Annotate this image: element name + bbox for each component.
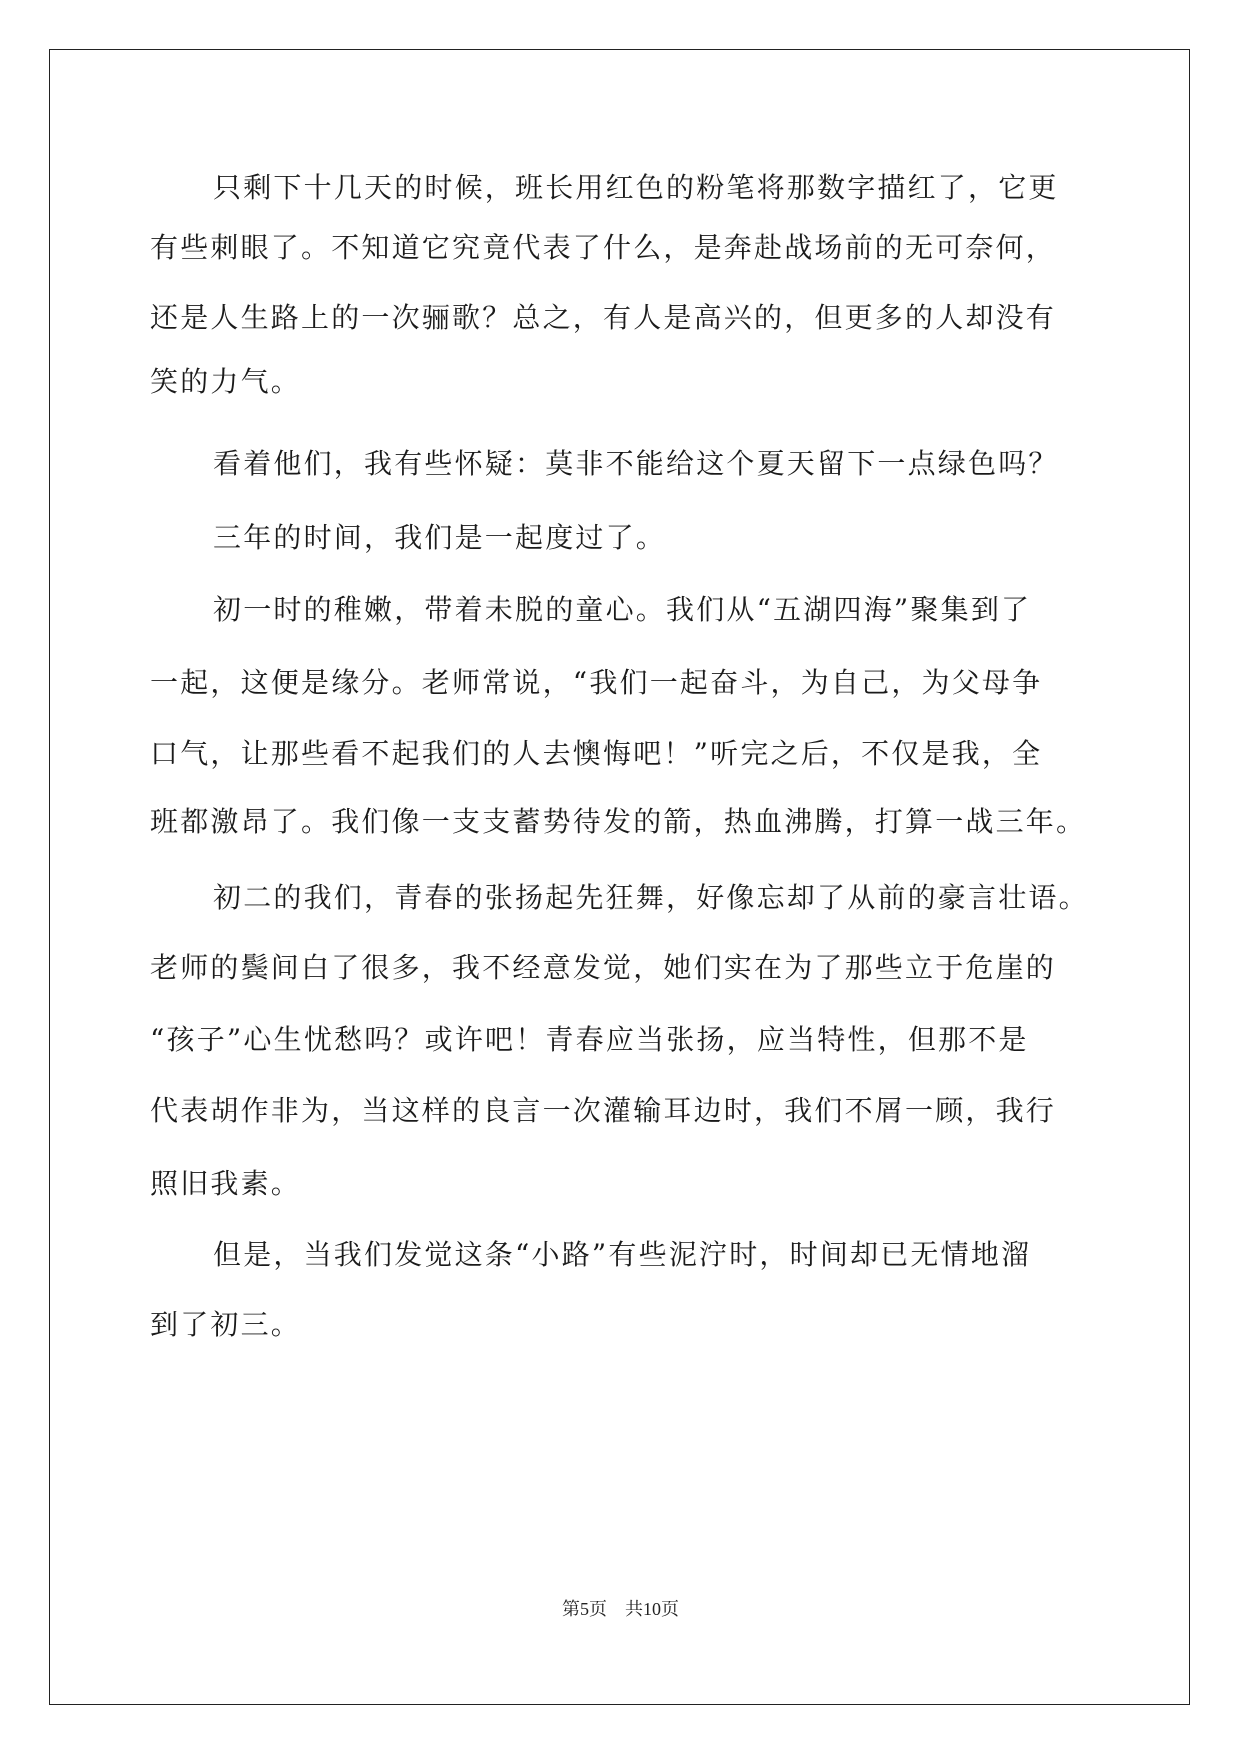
paragraph-line: 口气，让那些看不起我们的人去懊悔吧！”听完之后，不仅是我，全 <box>150 737 1043 770</box>
paragraph-line: 但是，当我们发觉这条“小路”有些泥泞时，时间却已无情地溜 <box>213 1238 1032 1271</box>
paragraph-line: 还是人生路上的一次骊歌？总之，有人是高兴的，但更多的人却没有 <box>150 301 1057 334</box>
page-number: 第5页 <box>562 1599 607 1619</box>
paragraph-line: 班都激昂了。我们像一支支蓄势待发的箭，热血沸腾，打算一战三年。 <box>150 805 1087 838</box>
paragraph-line: 看着他们，我有些怀疑：莫非不能给这个夏天留下一点绿色吗？ <box>213 447 1059 480</box>
paragraph-line: 老师的鬓间白了很多，我不经意发觉，她们实在为了那些立于危崖的 <box>150 951 1057 984</box>
paragraph-line: 一起，这便是缘分。老师常说，“我们一起奋斗，为自己，为父母争 <box>150 666 1043 699</box>
paragraph-line: 初二的我们，青春的张扬起先狂舞，好像忘却了从前的豪言壮语。 <box>213 881 1089 914</box>
paragraph-line: “孩子”心生忧愁吗？或许吧！青春应当张扬，应当特性，但那不是 <box>150 1023 1029 1056</box>
total-pages: 共10页 <box>625 1599 679 1619</box>
footer-spacer <box>607 1599 625 1619</box>
paragraph-line: 照旧我素。 <box>150 1167 302 1200</box>
paragraph-line: 有些刺眼了。不知道它究竟代表了什么，是奔赴战场前的无可奈何， <box>150 231 1057 264</box>
paragraph-line: 三年的时间，我们是一起度过了。 <box>213 521 667 554</box>
paragraph-line: 代表胡作非为，当这样的良言一次灌输耳边时，我们不屑一顾，我行 <box>150 1094 1057 1127</box>
page-footer <box>0 1597 1241 1621</box>
paragraph-line: 到了初三。 <box>150 1308 302 1341</box>
paragraph-line: 笑的力气。 <box>150 365 302 398</box>
paragraph-line: 初一时的稚嫩，带着未脱的童心。我们从“五湖四海”聚集到了 <box>213 593 1032 626</box>
paragraph-line: 只剩下十几天的时候，班长用红色的粉笔将那数字描红了，它更 <box>213 171 1059 204</box>
